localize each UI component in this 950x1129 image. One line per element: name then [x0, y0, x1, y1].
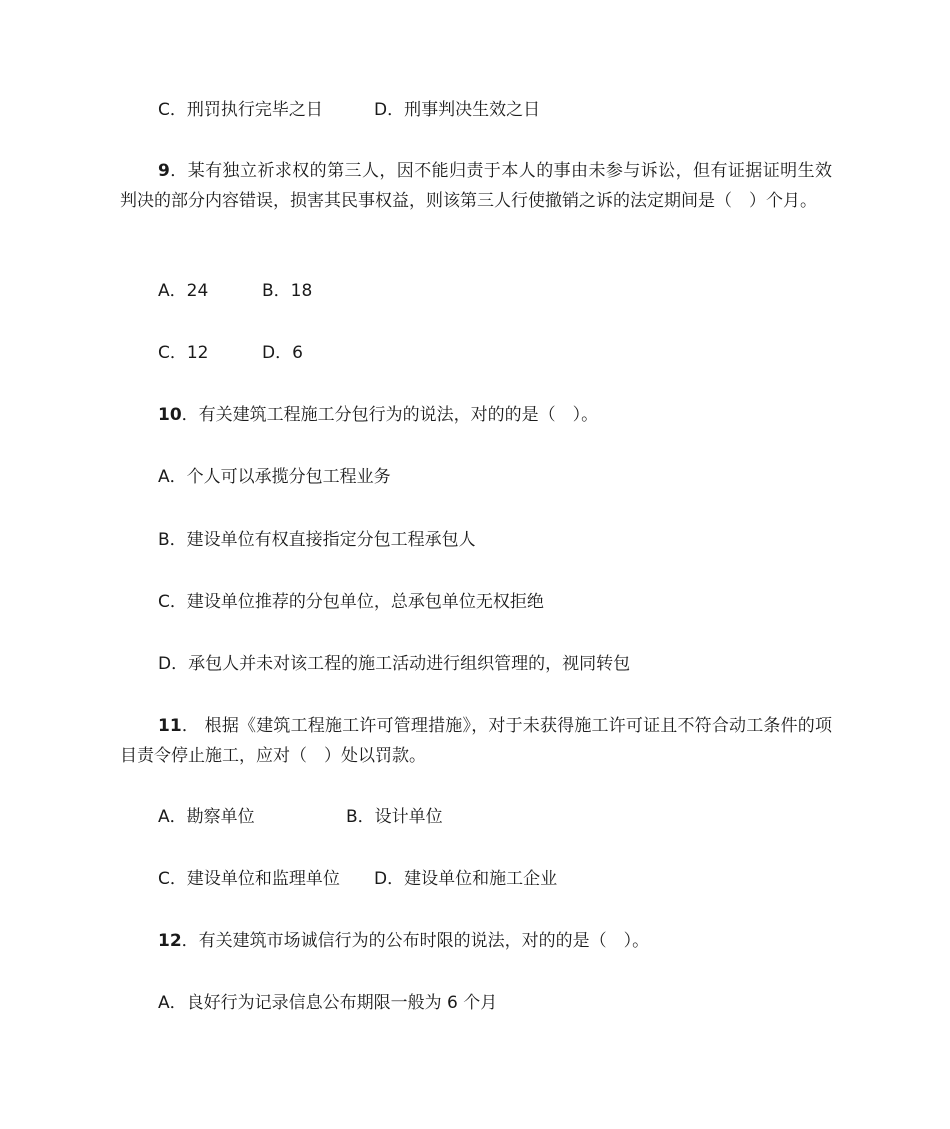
- question-12-number: 12: [158, 931, 182, 951]
- question-9-text: ．某有独立祈求权的第三人，因不能归责于本人的事由未参与诉讼，但有证据证明生效判决的部分内容错误，损害其民事权益，则该第三人行使撤销之诉的法定期间是（ ）个月。: [120, 161, 832, 211]
- question-10-number: 10: [158, 405, 182, 425]
- q11-option-b: B．设计单位: [346, 807, 443, 827]
- question-12: [158, 927, 649, 955]
- q9-option-c: C．12: [158, 343, 209, 363]
- question-11-text: ． 根据《建筑工程施工许可管理措施》，对于未获得施工许可证且不符合动工条件的项目责令停止施工，应对（ ）处以罚款。: [120, 716, 832, 766]
- q8-option-d: D．刑事判决生效之日: [374, 100, 541, 120]
- q9-option-b: B．18: [262, 281, 313, 301]
- q10-option-c: C．建设单位推荐的分包单位，总承包单位无权拒绝: [158, 592, 544, 612]
- q9-option-d: D．6: [262, 343, 303, 363]
- q10-option-d: D．承包人并未对该工程的施工活动进行组织管理的，视同转包: [158, 654, 631, 674]
- q11-option-a: A．勘察单位: [158, 807, 255, 827]
- q10-option-a: A．个人可以承揽分包工程业务: [158, 467, 391, 487]
- q11-option-d: D．建设单位和施工企业: [374, 869, 558, 889]
- question-10-text: ．有关建筑工程施工分包行为的说法，对的的是（ ）。: [181, 405, 599, 425]
- question-11-number: 11: [158, 716, 182, 736]
- question-9-number: 9: [158, 161, 170, 181]
- q8-option-c: C．刑罚执行完毕之日: [158, 100, 323, 120]
- q9-option-a: A．24: [158, 281, 209, 301]
- q12-option-a: A．良好行为记录信息公布期限一般为 6 个月: [158, 993, 498, 1013]
- question-12-text: ．有关建筑市场诚信行为的公布时限的说法，对的的是（ ）。: [181, 931, 650, 951]
- q11-option-c: C．建设单位和监理单位: [158, 869, 340, 889]
- question-10: [158, 401, 598, 429]
- question-11: [120, 711, 832, 771]
- question-9: [120, 156, 832, 216]
- q10-option-b: B．建设单位有权直接指定分包工程承包人: [158, 530, 476, 550]
